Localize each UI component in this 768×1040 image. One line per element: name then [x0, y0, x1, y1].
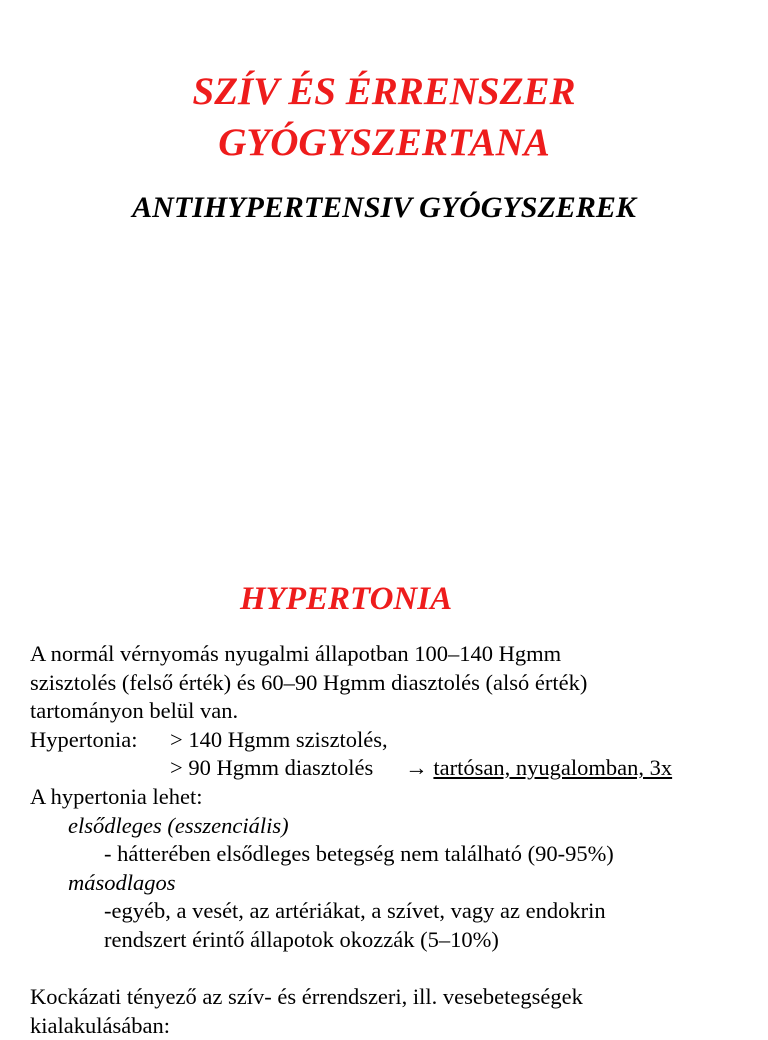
hypertonia-label: Hypertonia: — [30, 726, 138, 752]
paragraph-spacer — [30, 955, 760, 984]
systolic-criterion: > 140 Hgmm szisztolés, — [170, 726, 388, 752]
secondary-type-description-1: -egyéb, a vesét, az artériákat, a szívet, vagy az endokrin — [104, 898, 606, 924]
section-heading: HYPERTONIA — [240, 581, 453, 617]
risk-factor-line-2: kialakulásában: — [30, 1012, 170, 1038]
diastolic-criterion: > 90 Hgmm diasztolés — [170, 755, 374, 781]
hypertonia-criteria-row-2 — [30, 754, 760, 783]
secondary-type-label: másodlagos — [68, 869, 176, 895]
document-title-line-2: GYÓGYSZERTANA — [218, 121, 550, 164]
section-body — [30, 640, 760, 1040]
intro-line-3: tartományon belül van. — [30, 698, 239, 724]
hypertonia-criteria-row-1 — [30, 726, 760, 755]
document-title-line-1: SZÍV ÉS ÉRRENSZER — [192, 70, 576, 113]
secondary-type-description-2: rendszert érintő állapotok okozzák (5–10%) — [104, 926, 499, 952]
right-arrow-icon: → — [405, 755, 428, 781]
intro-line-1: A normál vérnyomás nyugalmi állapotban 100–140 Hgmm — [30, 641, 562, 666]
primary-type-label: elsődleges (esszenciális) — [68, 812, 289, 838]
primary-type-description: - hátterében elsődleges betegség nem található (90-95%) — [104, 841, 614, 867]
criteria-note: tartósan, nyugalomban, 3x — [433, 755, 673, 781]
risk-factor-line-1: Kockázati tényező az szív- és érrendszeri, ill. vesebetegségek — [30, 984, 583, 1010]
intro-line-2: szisztolés (felső érték) és 60–90 Hgmm diasztolés (alsó érték) — [30, 669, 588, 695]
types-intro: A hypertonia lehet: — [30, 783, 203, 809]
document-subtitle: ANTIHYPERTENSIV GYÓGYSZEREK — [132, 191, 636, 224]
